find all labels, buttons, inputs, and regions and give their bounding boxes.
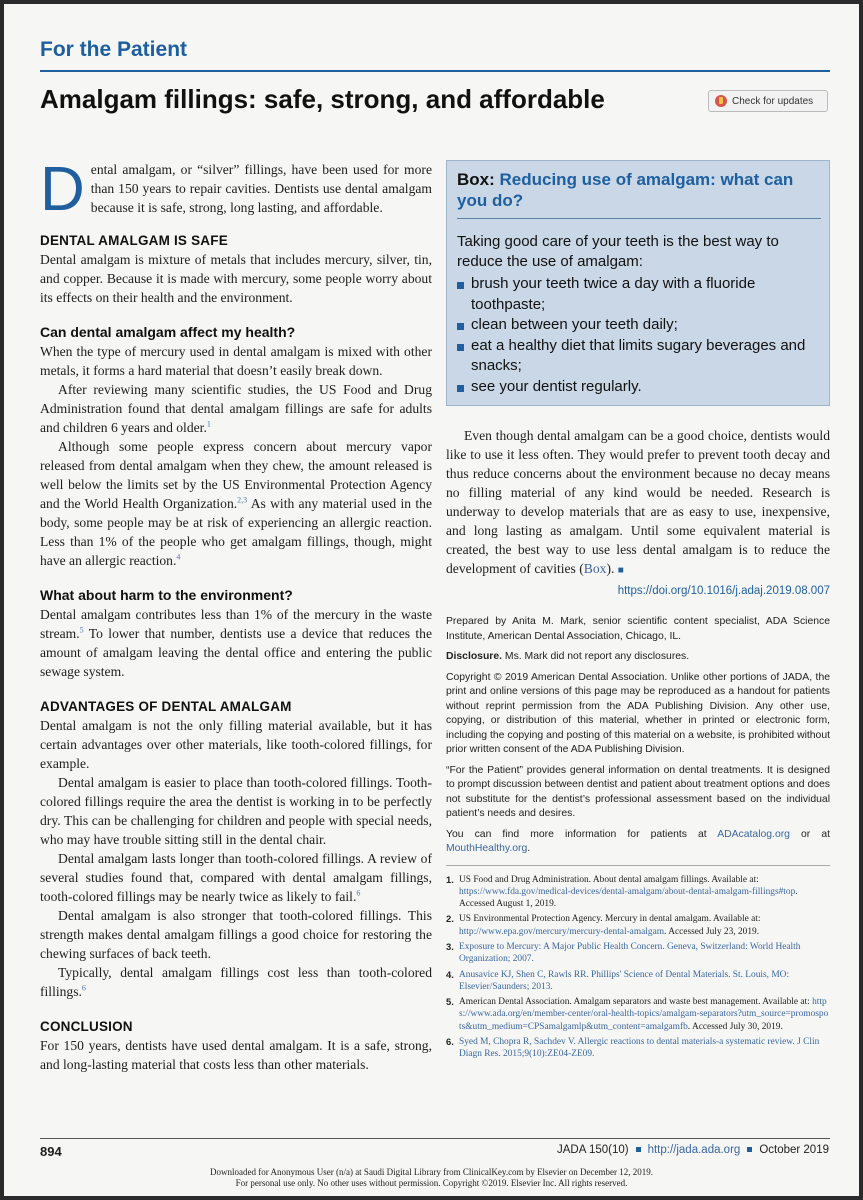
environment-paragraph: Dental amalgam contributes less than 1% of the mercury in the waste stream.$^5$ To lower that number, dentists use a device that reduces the amount of amalgam leaving the dental office and entering the public sewage system. (40, 607, 432, 679)
page (4, 4, 859, 1196)
list-item: see your dentist regularly. (457, 377, 821, 398)
for-the-patient-note: “For the Patient” provides general information on dental treatments. It is designed to prompt discussion between dentist and patient about treatment options and does not substitute for the dentist’s professional assessment based on the individual patient’s needs and desires. (446, 764, 830, 819)
list-item: clean between your teeth daily; (457, 315, 821, 336)
heading-conclusion: CONCLUSION (40, 1019, 133, 1034)
reference-link[interactable]: https://www.fda.gov/medical-devices/dental-amalgam/about-dental-amalgam-fillings#top (459, 886, 796, 897)
download-line-2: For personal use only. No other uses without permission. Copyright ©2019. Elsevier Inc. All rights reserved. (235, 1178, 628, 1188)
references-list (446, 874, 830, 1061)
journal-issue: JADA 150(10) (556, 1144, 629, 1156)
advantages-paragraph-3: Dental amalgam lasts longer than tooth-colored fillings. A review of several studies found that, compared with dental amalgam fillings, tooth-colored fillings may be nearly twice as likely to fail.$^6$ (40, 851, 432, 904)
drop-cap: D (40, 155, 85, 224)
download-notice (4, 1167, 859, 1189)
list-item: eat a healthy diet that limits sugary beverages and snacks; (457, 336, 821, 377)
check-for-updates-button[interactable] (708, 90, 828, 112)
footer-divider (40, 1138, 830, 1139)
reference-item: 3. Exposure to Mercury: A Major Public Health Concern. Geneva, Switzerland: World Health Organization; 2007. (446, 940, 801, 965)
article-info (446, 615, 830, 857)
journal-url-link[interactable]: http://jada.ada.org (647, 1144, 741, 1156)
reference-6-link[interactable]: 6 (356, 888, 361, 898)
reference-link[interactable]: Syed M, Chopra R, Sachdev V. Allergic reactions to dental materials-a systematic review. J Clin Diagn Res. 2015;9(10):ZE04-ZE09. (459, 1037, 820, 1060)
health-paragraph-2: After reviewing many scientific studies, the US Food and Drug Administration found that dental amalgam fillings are safe for adults and children 6 years and older.$^1$ (40, 382, 432, 435)
box-divider (457, 218, 821, 219)
box-title: Box: Reducing use of amalgam: what can you do? (457, 170, 794, 210)
doi-link[interactable]: https://doi.org/10.1016/j.adaj.2019.08.007 (617, 585, 830, 597)
heading-environment: What about harm to the environment? (40, 587, 293, 603)
article-title: Amalgam fillings: safe, strong, and affordable (40, 84, 605, 114)
check-for-updates-label: Check for updates (732, 95, 814, 107)
conclusion-paragraph: For 150 years, dentists have used dental amalgam. It is a safe, strong, and long-lasting material that costs less than other materials. (40, 1038, 432, 1072)
journal-info (557, 1144, 829, 1156)
section-label: For the Patient (40, 38, 188, 61)
prepared-by: Prepared by Anita M. Mark, senior scientific content specialist, ADA Science Institute, American Dental Association, Chicago, IL. (446, 616, 830, 642)
heading-advantages: ADVANTAGES OF DENTAL AMALGAM (40, 699, 292, 714)
page-number: 894 (40, 1144, 62, 1159)
list-item: brush your teeth twice a day with a fluoride toothpaste; (457, 274, 821, 315)
disclosure: Disclosure. Ms. Mark did not report any disclosures. (446, 651, 690, 662)
reference-2-3-link[interactable]: 2,3 (237, 495, 248, 505)
intro-text: ental amalgam, or “silver” fillings, have been used for more than 150 years to repair cavities. Dentists use dental amalgam because it is safe, strong, long lasting, and affordable. (90, 162, 432, 215)
reference-item: 6. Syed M, Chopra R, Sachdev V. Allergic reactions to dental materials-a systematic review. J Clin Diagn Res. 2015;9(10):ZE04-ZE09. (446, 1036, 820, 1060)
advantages-paragraph-2: Dental amalgam is easier to place than tooth-colored fillings. Tooth-colored fillings require the area the dentist is working in to be perfectly dry. This can be challenging for children and people with special needs, who may have trouble sitting still in the dental chair. (40, 775, 432, 847)
adacatalog-link[interactable]: ADAcatalog.org (717, 828, 790, 840)
reference-item: 5. American Dental Association. Amalgam separators and waste best management. Available at: https://www.ada.org/en/member-center/oral-health-topics/amalgam-separators?utm_source=promospots&utm_medium=CPSamalgamlp&utm_content=amalgamfb. Accessed July 30, 2019. (446, 996, 829, 1032)
reference-5-link[interactable]: 5 (79, 625, 84, 635)
mouthhealthy-link[interactable]: MouthHealthy.org (446, 843, 528, 854)
advantages-paragraph-4: Dental amalgam is also stronger that tooth-colored fillings. This strength makes dental amalgam fillings a good choice for restoring the chewing surfaces of back teeth. (40, 908, 432, 961)
copyright: Copyright © 2019 American Dental Association. Unlike other portions of JADA, the print and online versions of this page may be reproduced as a handout for patients without reprint permission from the ADA Publishing Division. Any other use, copying, or distribution of this material, whether in printed or electronic form, including the copying and posting of this material on a website, is prohibited without prior written consent of the ADA Publishing Division. (446, 671, 830, 755)
right-paragraph: Even though dental amalgam can be a good choice, dentists would like to use it less often. They would prefer to prevent tooth decay and thus reduce concerns about the environment because no decay means no filling material of any kind would be needed. Research is underway to develop materials that are as easy to use, inexpensive, and long lasting as amalgam. Until some equivalent material is created, the best way to use less dental amalgam is to reduce the development of cavities (Box). ■ (446, 428, 830, 576)
left-column (40, 152, 432, 1074)
reference-link[interactable]: Exposure to Mercury: A Major Public Health Concern. Geneva, Switzerland: World Health Organization; 2007. (459, 941, 801, 965)
heading-health: Can dental amalgam affect my health? (40, 324, 296, 340)
reference-link[interactable]: http://www.epa.gov/mercury/mercury-dental-amalgam (459, 926, 665, 937)
health-paragraph-1: When the type of mercury used in dental amalgam is mixed with other metals, it forms a hard material that doesn’t easily break down. (40, 344, 432, 378)
download-line-1: Downloaded for Anonymous User (n/a) at Saudi Digital Library from ClinicalKey.com by Elsevier on December 12, 2019. (209, 1167, 654, 1177)
bookmark-icon (715, 95, 727, 107)
reference-item: 4. Anusavice KJ, Shen C, Rawls RR. Phillips' Science of Dental Materials. St. Louis, MO: Elsevier/Saunders; 2013. (446, 968, 790, 992)
info-box (446, 160, 830, 406)
advantages-paragraph-5: Typically, dental amalgam fillings cost less than tooth-colored fillings.$^6$ (40, 965, 432, 999)
reference-link[interactable]: Anusavice KJ, Shen C, Rawls RR. Phillips' Science of Dental Materials. St. Louis, MO: Elsevier/Saunders; 2013. (459, 969, 790, 992)
health-paragraph-3: Although some people express concern about mercury vapor released from dental amalgam when they chew, the amount released is well below the limits set by the US Environmental Protection Agency and the World Health Organization.$^{2,3}$ As with any material used in the body, some people may be at risk of experiencing an allergic reaction. Less than 1% of the people who get amalgam fillings, though, might have an allergic reaction.$^4$ (40, 439, 432, 568)
reference-1-link[interactable]: 1 (206, 419, 211, 429)
issue-date: October 2019 (759, 1144, 829, 1156)
heading-safe: DENTAL AMALGAM IS SAFE (40, 233, 228, 248)
right-column (446, 426, 830, 1061)
reference-link[interactable]: https://www.ada.org/en/member-center/oral-health-topics/amalgam-separators?utm_source=promospots&utm_medium=CPSamalgamlp&utm_content=amalgamfb (459, 997, 829, 1032)
box-intro: Taking good care of your teeth is the best way to reduce the use of amalgam: (457, 233, 779, 270)
reference-4-link[interactable]: 4 (176, 552, 181, 562)
more-info: You can find more information for patients at ADAcatalog.org or at MouthHealthy.org. (446, 828, 830, 854)
reference-item: 2. US Environmental Protection Agency. Mercury in dental amalgam. Available at: http://www.epa.gov/mercury/mercury-dental-amalgam. Accessed July 23, 2019. (446, 913, 761, 937)
advantages-paragraph-1: Dental amalgam is not the only filling material available, but it has certain advantages over other materials, like tooth-colored fillings, for example. (40, 718, 432, 771)
intro-paragraph (40, 155, 432, 224)
reference-6-link-2[interactable]: 6 (81, 983, 86, 993)
reference-item: 1. US Food and Drug Administration. About dental amalgam fillings. Available at: https://www.fda.gov/medical-devices/dental-amalgam/about-dental-amalgam-fillings#top. Accessed August 1, 2019. (446, 873, 798, 910)
end-mark: ■ (617, 565, 624, 576)
title-divider (40, 70, 830, 72)
separator-square (747, 1147, 752, 1152)
references-divider (446, 865, 830, 866)
box-link[interactable]: Box (583, 561, 607, 576)
separator-square (636, 1147, 641, 1152)
box-list (457, 274, 821, 397)
safe-paragraph: Dental amalgam is mixture of metals that includes mercury, silver, tin, and copper. Because it is made with mercury, some people worry about its effects on their health and the environment. (40, 252, 432, 305)
